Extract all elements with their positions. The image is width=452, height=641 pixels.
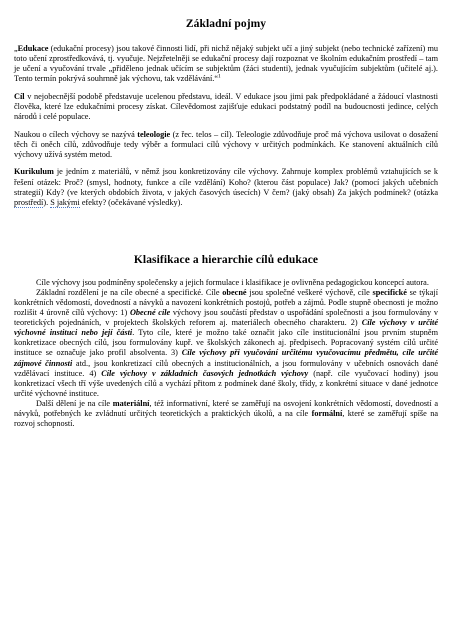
proofing-mark-prostredi: prostředí [14,197,44,207]
paragraph-text: se týkají konkrétních vědomostí, dovedností a návyků a navození konkrétních postojů, potřeb a zájmů. Podle stupně obecnosti je možno rozlišit 4 úrovně cílů výchovy: 1) [14,287,438,318]
paragraph-text: výchovy jsou součástí představ o uspořádání společnosti a jsou formulovány v teoretických pojednáních, v projektech školských reforem aj. materiálech obecného charakteru. 2) [14,308,438,328]
term-obecne-cile: Obecné cíle [129,308,171,318]
paragraph-education-definition [14,44,438,84]
term-edukace: Edukace [17,44,49,53]
term-predmetove-cile: Cíle výchovy při vyučování určitému vyučovacímu předmětu, cíle určité zájmové činnosti [14,348,438,368]
proofing-mark-s-jakymi: S jakými [50,197,80,207]
paragraph-text: Naukou o cílech výchovy se nazývá [14,129,138,139]
quote-open: „ [14,44,18,53]
term-obecne: obecné [222,287,247,297]
term-cile-casovych-jednotek: Cíle výchovy v základních časových jednotkách výchovy [101,368,309,378]
paragraph-material-formal [14,399,438,429]
paragraph-goals-conditioned: Cíle výchovy jsou podmíněny společensky a jejich formulace i klasifikace je ovlivněna pedagogickou koncepcí autora. [36,277,429,287]
paragraph-text: v nejobecnější podobě představuje ucelenou představu, ideál. V edukace jsou jimi pak předpokládané a žádoucí vlastnosti člověka, které lze edukačními procesy získat. Cílevědomost zajišťuje edukaci podstatný podíl na budoucnosti jedince, celých národů i celé populace. [14,91,438,122]
paragraph-text: je jedním z materiálů, v němž jsou konkretizovány cíle výchovy. Zahrnuje komplex problémů vztahujících se k řešení otázek: Proč? (smysl, hodnoty, funkce a cíle vzdělání) Koho? (kterou část populace) Jak? (pomocí jakých učebních strategií) Kdy? (ve kterých obdobích života, v jakých časových úsecích) V čem? (jaký obsah) Za jakých podmínek? (otázka [14,167,438,197]
paragraph-text: Základní rozdělení je na cíle obecné a specifické. Cíle [36,287,223,297]
section-title-basic-terms: Základní pojmy [185,18,267,30]
paragraph-text: , které se zaměřují spíše na rozvoj schopností. [14,409,438,429]
term-materialni: materiální [112,398,150,408]
paragraph-text: atd., jsou konkretizací cílů obecných a institucionálních, a jsou formulovány v učebních osnovách dané vzdělávací instituce. 4) [14,358,438,378]
paragraph-text: (z řec. telos – cíl). Teleologie zdůvodňuje proč má výchova usilovat o dosažení těch či oněch cílů, zdůvodňuje tedy výběr a formulaci cílů výchovy v určitých podmínkách. Ke stanovení aktuálních cílů výchovy užívá systém metod. [14,129,438,159]
section-title-classification: Klasifikace a hierarchie cílů edukace [133,253,319,266]
term-formalni: formální [311,409,343,419]
paragraph-text: Další dělení je na cíle [36,398,113,408]
paragraph-goal-levels [14,288,438,399]
term-institucionalni-cile: Cíle výchovy v určité výchovné instituci nebo její části [14,318,439,338]
paragraph-teleology [14,130,438,160]
footnote-reference[interactable]: 1 [218,73,221,80]
paragraph-text: , též informativní, které se zaměřují na osvojení konkrétních vědomostí, dovedností a návyků, potřebných ke zvládnutí určitých teoretických a praktických úkolů, a na cíle [14,398,438,419]
paragraph-text: jsou společné veškeré výchově, cíle [246,287,373,297]
term-teleologie: teleologie [137,129,171,139]
term-specificke: specifické [372,287,407,297]
paragraph-text: (např. cíle vyučovací hodiny) jsou konkretizací všech tří výše uvedených cílů a vychází přitom z podmínek dané školy, třídy, z konkrétní situace v dané jednotce určité výchovné instituce. [14,368,438,398]
term-kurikulum: Kurikulum [14,167,54,177]
paragraph-text: (edukační procesy) jsou takové činnosti lidí, při nichž nějaký subjekt učí a jiný subjekt (nebo technické zařízení) mu toto učení zprostředkovává, tj. vyučuje. Nejzřetelněji se edukační procesy dají rozpoznat ve školním edukačním prostředí – tam je učení a vyučování trvale „přiděleno jednak učícím se subjektům (žáci studenti), jednak vyučujícím subjektům (učitelé aj.). Tento termín pokrývá souhrnně jak výchovu, tak vzdělávání.“ [14,44,438,84]
paragraph-text: ). [43,197,51,207]
paragraph-curriculum [14,167,438,207]
paragraph-text: efekty? (očekávané výsledky). [79,197,183,207]
paragraph-goal-definition [14,92,438,122]
term-cil: Cíl [14,91,25,101]
paragraph-text: . Tyto cíle, které je možno také označit jako cíle institucionální jsou prvním stupněm konkretizace obecných cílů, jsou formulovány kupř. ve školských zákonech aj. předpisech. Popracovaný systém cílů určité instituce se označuje jako profil absolventa. 3) [14,328,439,358]
